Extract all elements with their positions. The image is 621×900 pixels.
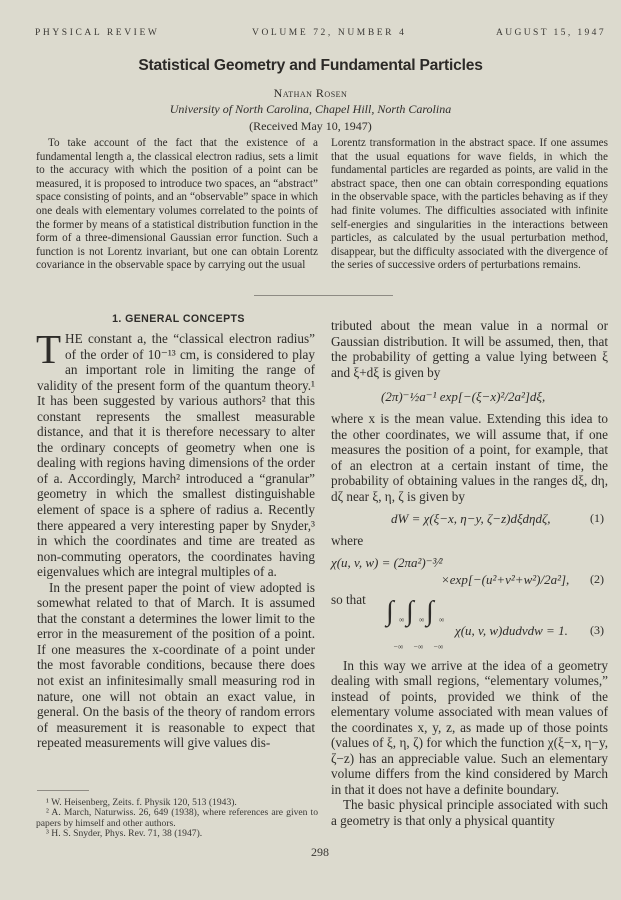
paragraph: tributed about the mean value in a normal or Gaussian distribution. It will be assumed, then, that the probability of getting a value lying between ξ and ξ+dξ is given by	[331, 318, 608, 380]
body-right-column	[331, 318, 608, 829]
paragraph-text: HE constant a, the “classical electron radius” of the order of 10⁻¹³ cm, is considered to play an important role in limiting the range of validity of the present form of the quantum theory.¹ It has been suggested by various authors² that this constant represents the smallest measurable distance, and that it is therefore necessary to alter the ordinary concepts of geometry when one is dealing with regions having dimensions of the order of a. Accordingly, March² introduced a “granular” geometry in which the smallest distinguishable element of space is a sphere of radius a. Recently there appeared a very interesting paper by Snyder,³ in which the coordinates and time are treated as non-commuting operators, the coordinates having eigenvalues which are integral multiples of a.	[37, 331, 315, 580]
equation-1	[331, 509, 608, 530]
equation-number: (2)	[590, 572, 604, 587]
footnote-rule	[37, 790, 89, 791]
integral-lower-limit: −∞	[433, 641, 444, 651]
integral-sign: ∫	[386, 595, 394, 627]
footnote-1: ¹ W. Heisenberg, Zeits. f. Physik 120, 513 (1943).	[46, 797, 237, 808]
where-label: where	[331, 533, 364, 549]
running-head-volume: VOLUME 72, NUMBER 4	[252, 28, 407, 38]
equation-2	[331, 553, 608, 589]
equation-number: (3)	[590, 622, 604, 637]
integral-upper-limit: ∞	[399, 614, 405, 624]
author-affiliation: University of North Carolina, Chapel Hill, North Carolina	[169, 102, 452, 116]
paper-title: Statistical Geometry and Fundamental Particles	[138, 57, 483, 74]
body-left-column	[36, 326, 315, 751]
received-date: (Received May 10, 1947)	[249, 119, 372, 133]
abstract-divider-rule	[254, 295, 393, 296]
integral-upper-limit: ∞	[439, 614, 445, 624]
integral-lower-limit: −∞	[393, 641, 404, 651]
equation-text: dW = χ(ξ−x, η−y, ζ−z)dξdηdζ,	[391, 511, 551, 527]
abstract-right-column: Lorentz transformation in the abstract space. If one assumes that the usual equations for wave fields, in which the fundamental particles are regarded as points, are valid in the abstract space, then one can obtain corresponding equations in the observable space, with the particles behaving as if they had finite volumes. The difficulties associated with infinite self-energies and singularities in the interactions between particles, as calculated by the usual perturbation method, disappear, but the difficulty associated with the divergence of the series of successive orders of perturbations remains.	[331, 137, 608, 272]
drop-cap: T	[36, 326, 62, 372]
integral-sign: ∫	[426, 595, 434, 627]
paragraph	[36, 326, 315, 580]
abstract-left-column: To take account of the fact that the existence of a fundamental length a, the classical electron radius, sets a limit to the accuracy with which the position of a point can be measured, it is proposed to introduce two spaces, an “abstract” space consisting of points, and an “observable” space in which one deals with elementary volumes correlated to the points of the former by means of a statistical distribution function in the form of a three-dimensional Gaussian error function. Such a function is not Lorentz invariant, but one can obtain Lorentz covariance in the observable space by carrying out the usual	[36, 137, 318, 272]
paragraph: where x is the mean value. Extending this idea to the other coordinates, we will assume that, if one measures the position of a point, for example, that of an electron at a certain instant of time, the probability of obtaining values in the ranges dξ, dη, dζ near ξ, η, ζ is given by	[331, 411, 608, 504]
footnote-2: ² A. March, Naturwiss. 26, 649 (1938), where references are given to papers by himself and other authors.	[36, 807, 318, 829]
running-head-date: AUGUST 15, 1947	[496, 28, 606, 38]
equation-text-line-1: χ(u, v, w) = (2πa²)⁻³⁄²	[331, 555, 443, 571]
so-that-label: so that	[331, 592, 366, 608]
equation-text-line-2: ×exp[−(u²+v²+w²)/2a²],	[441, 572, 570, 588]
page-number: 298	[311, 845, 329, 859]
paragraph: In the present paper the point of view adopted is somewhat related to that of March. It is assumed that the constant a determines the lower limit to the error in the measurement of the position of a point. If one measures the x-coordinate of a point under the most favorable conditions, because there does not exist an infinitesimally small measuring rod in nature, one will not obtain an exact value, in general. On the basis of the theory of random errors of measurement it is reasonable to expect that repeated measurements will give values dis-	[37, 579, 315, 751]
paragraph: In this way we arrive at the idea of a geometry dealing with small regions, “elementary volumes,” instead of points, provided we think of the elementary volume associated with mean values of the coordinates x, y, z, as made up of those points (values of ξ, η, ζ) for which the function χ(ξ−x, η−y, ζ−z) has an appreciable value. Such an elementary volume differs from the kind considered by March in that it does not have a definite boundary.	[331, 657, 608, 797]
author-name: Nathan Rosen	[273, 86, 348, 100]
footnote-3: ³ H. S. Snyder, Phys. Rev. 71, 38 (1947).	[46, 828, 203, 839]
equation-text: χ(u, v, w)dudvdw = 1.	[455, 622, 568, 638]
paragraph: The basic physical principle associated with such a geometry is that only a physical quantity	[331, 797, 608, 829]
equation-gaussian-1d	[331, 386, 608, 408]
integral-lower-limit: −∞	[413, 641, 424, 651]
integral-sign: ∫	[406, 595, 414, 627]
integral-upper-limit: ∞	[419, 614, 425, 624]
running-head-journal: PHYSICAL REVIEW	[35, 28, 160, 38]
equation-text: (2π)⁻½a⁻¹ exp[−(ξ−x)²/2a²]dξ,	[381, 389, 546, 405]
section-heading: 1. GENERAL CONCEPTS	[112, 313, 245, 325]
equation-number: (1)	[590, 511, 604, 526]
